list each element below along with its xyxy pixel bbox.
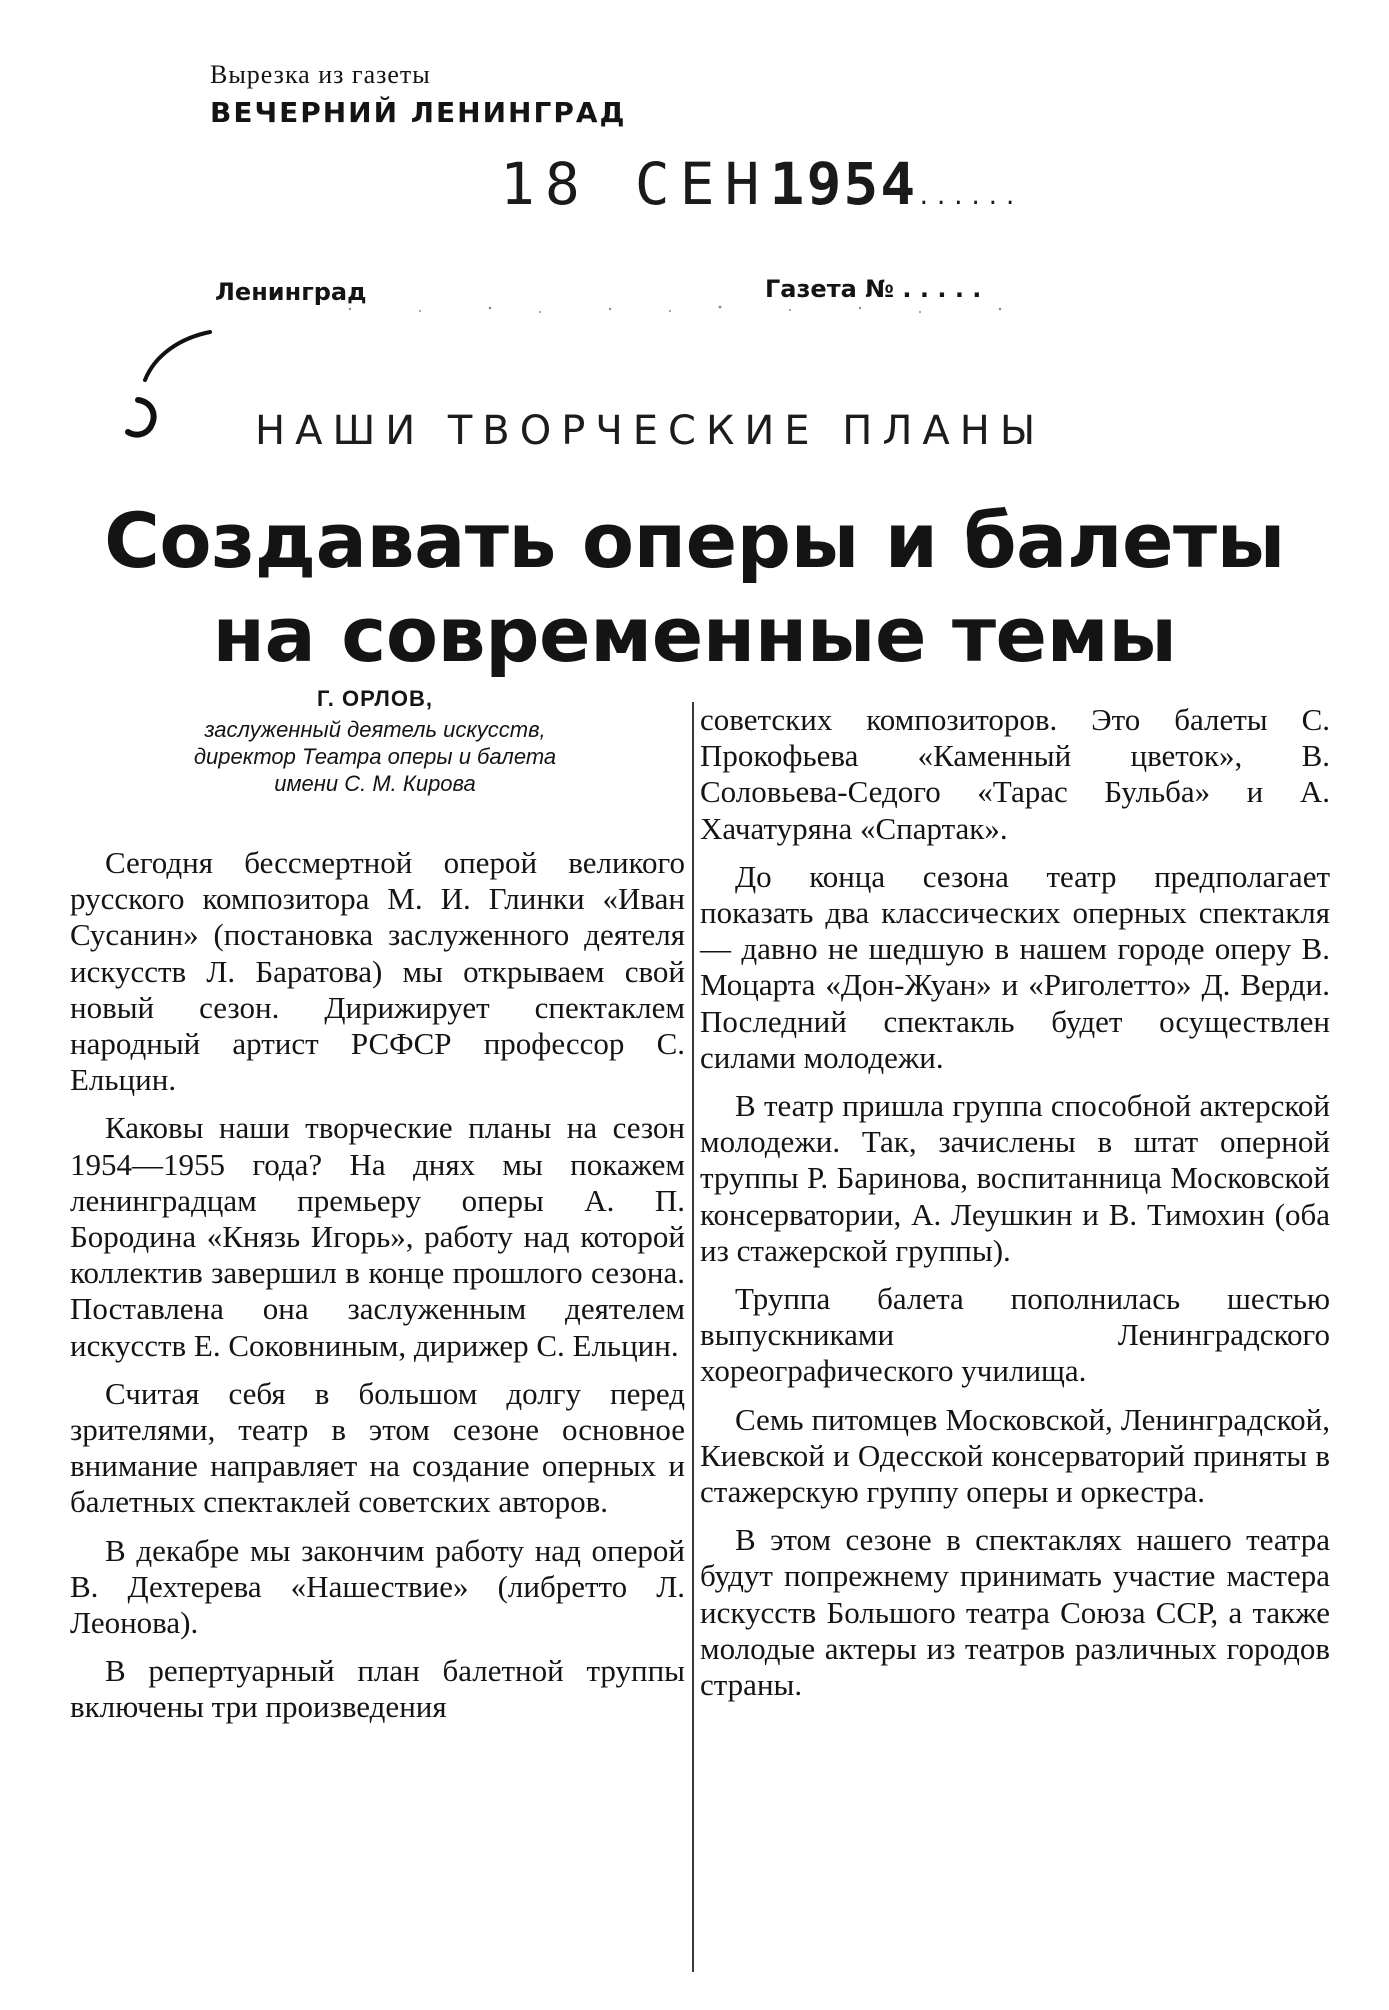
paragraph: В этом сезоне в спектаклях нашего театра будут попрежнему принимать участие мастера искусств Большого театра Союза ССР, а также молодые актеры из театров различных городов страны. [700,1522,1330,1703]
author-name: Г. ОРЛОВ, [317,686,433,711]
date-stamp-day: 18 [500,150,590,218]
handwritten-number-mark [100,320,220,440]
clipping-label: Вырезка из газеты [210,60,431,89]
paragraph: В репертуарный план балетной труппы включены три произведения [70,1653,685,1725]
author-title-2: директор Театра оперы и балета [193,744,557,769]
section-rubric: НАШИ ТВОРЧЕСКИЕ ПЛАНЫ [255,408,1046,454]
article-right-column [700,702,1330,1715]
date-stamp [500,150,1021,218]
headline-line-2: на современные темы [212,590,1177,679]
clipping-gazeta-number: Газета № . . . . . [765,275,982,303]
clipping-city: Ленинград [215,278,367,306]
date-stamp-year: 1954 [769,150,918,218]
paragraph: советских композиторов. Это балеты С. Прокофьева «Каменный цветок», В. Соловьева-Седого «Тарас Бульба» и А. Хачатуряна «Спартак». [700,702,1330,846]
paragraph: До конца сезона театр предполагает показать два классических оперных спектакля — давно не шедшую в нашем городе оперу В. Моцарта «Дон-Жуан» и «Риголетто» Д. Верди. Последний спектакль будет осуществлен силами молодежи. [700,858,1330,1075]
newspaper-name: ВЕЧЕРНИЙ ЛЕНИНГРАД [210,96,627,129]
paragraph: Сегодня бессмертной оперой великого русского композитора М. И. Глинки «Иван Сусанин» (постановка заслуженного деятеля искусств Л. Баратова) мы открываем свой новый сезон. Дирижирует спектаклем народный артист РСФСР профессор С. Ельцин. [70,845,685,1098]
author-title-3: имени С. М. Кирова [274,771,476,796]
stamp-speckle-decoration [200,305,1180,315]
paragraph: Семь питомцев Московской, Ленинградской, Киевской и Одесской консерваторий приняты в стажерскую группу оперы и оркестра. [700,1401,1330,1510]
paragraph: Труппа балета пополнилась шестью выпускниками Ленинградского хореографического училища. [700,1281,1330,1389]
paragraph: В декабре мы закончим работу над оперой В. Дехтерева «Нашествие» (либретто Л. Леонова). [70,1532,685,1641]
column-divider [692,702,694,1972]
author-title-1: заслуженный деятель искусств, [204,717,546,742]
paragraph: В театр пришла группа способной актерской молодежи. Так, зачислены в штат оперной труппы Р. Баринова, воспитанница Московской консерватории, А. Леушкин и В. Тимохин (оба из стажерской группы). [700,1088,1330,1268]
date-stamp-dots: ...... [917,185,1021,210]
paragraph: Каковы наши творческие планы на сезон 1954—1955 года? На днях мы покажем ленинградцам премьеру оперы А. П. Бородина «Князь Игорь», работу над которой коллектив завершил в конце прошлого сезона. Поставлена она заслуженным деятелем искусств Е. Соковниным, дирижер С. Ельцин. [70,1110,685,1363]
headline-line-1: Создавать оперы и балеты [104,496,1285,585]
article-left-column [70,845,685,1738]
date-stamp-month: СЕН [634,150,770,218]
paragraph: Считая себя в большом долгу перед зрителями, театр в этом сезоне основное внимание направляет на создание оперных и балетных спектаклей советских авторов. [70,1375,685,1520]
